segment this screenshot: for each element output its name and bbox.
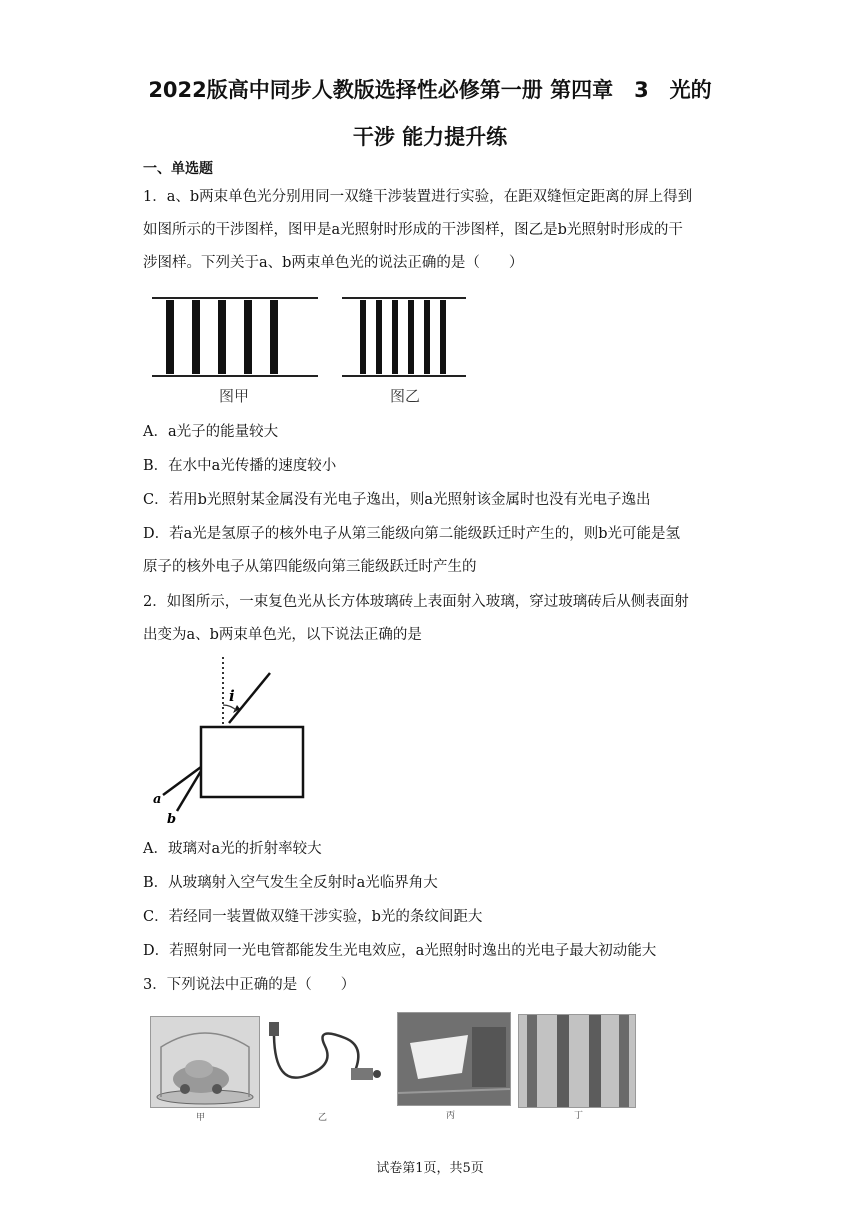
q1-stem-line1: 1．a、b两束单色光分别用同一双缝干涉装置进行实验，在距双缝恒定距离的屏上得到 — [143, 189, 693, 205]
figure-caption-a: 图甲 — [218, 387, 249, 405]
q2-option-a: A．玻璃对a光的折射率较大 — [143, 841, 322, 857]
q2-option-b: B．从玻璃射入空气发生全反射时a光临界角大 — [143, 875, 438, 891]
q2-stem-line2: 出变为a、b两束单色光，以下说法正确的是 — [143, 627, 422, 643]
q1-option-d-line2: 原子的核外电子从第四能级向第三能级跃迁时产生的 — [143, 559, 477, 575]
q1-stem-line3: 涉图样。下列关于a、b两束单色光的说法正确的是（ ） — [143, 255, 524, 271]
caption-ding: 丁 — [574, 1111, 584, 1121]
fringe-pattern-b — [342, 298, 466, 376]
photo-yi — [265, 1016, 385, 1106]
q1-option-c: C．若用b光照射某金属没有光电子逸出，则a光照射该金属时也没有光电子逸出 — [143, 492, 651, 508]
photo-ding — [518, 1014, 636, 1108]
figure-caption-b: 图乙 — [389, 387, 420, 405]
q3-stem: 3．下列说法中正确的是（ ） — [143, 977, 356, 993]
label-a: a — [153, 792, 162, 807]
angle-label-i: i — [229, 687, 235, 705]
q1-stem-line2: 如图所示的干涉图样，图甲是a光照射时形成的干涉图样，图乙是b光照射时形成的干 — [143, 222, 683, 238]
page-footer: 试卷第1页，共5页 — [376, 1161, 484, 1176]
doc-title-line1: 2022版高中同步人教版选择性必修第一册 第四章 3 光的 — [148, 78, 712, 102]
caption-bing: 丙 — [446, 1111, 456, 1121]
fringe-pattern-a — [152, 298, 318, 376]
doc-title-line2: 干涉 能力提升练 — [352, 125, 508, 149]
q1-option-b: B．在水中a光传播的速度较小 — [143, 458, 337, 474]
glass-brick — [201, 727, 303, 797]
q2-stem-line1: 2．如图所示，一束复色光从长方体玻璃砖上表面射入玻璃，穿过玻璃砖后从侧表面射 — [143, 594, 689, 610]
q2-glass-brick-figure — [145, 655, 305, 830]
label-b: b — [167, 812, 177, 827]
section-heading: 一、单选题 — [143, 161, 213, 177]
photo-jia — [150, 1016, 260, 1108]
q1-option-d-line1: D．若a光是氢原子的核外电子从第三能级向第二能级跃迁时产生的，则b光可能是氢 — [143, 526, 681, 542]
q2-option-c: C．若经同一装置做双缝干涉实验，b光的条纹间距大 — [143, 909, 483, 925]
incident-ray — [229, 673, 270, 723]
car-under-dome-image — [151, 1017, 259, 1107]
caption-yi: 乙 — [318, 1113, 328, 1123]
reflection-window-image — [398, 1013, 510, 1105]
caption-jia: 甲 — [196, 1113, 206, 1123]
fiber-cable-image — [265, 1016, 385, 1106]
fringe-photo-image — [519, 1015, 635, 1107]
q2-option-d: D．若照射同一光电管都能发生光电效应，a光照射时逸出的光电子最大初动能大 — [143, 943, 657, 959]
photo-bing — [397, 1012, 511, 1106]
q1-option-a: A．a光子的能量较大 — [143, 424, 279, 440]
